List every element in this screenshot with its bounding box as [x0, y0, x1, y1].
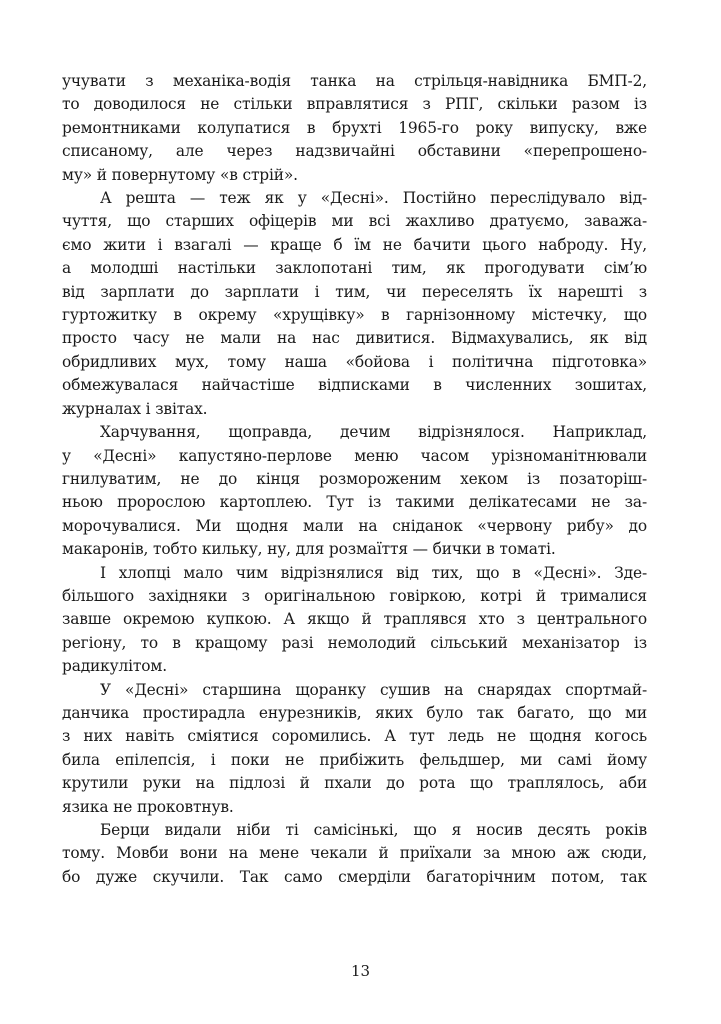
- text-line: А решта — теж як у «Десні». Постійно переслідувало від-: [100, 189, 647, 208]
- text-line: морочувалися. Ми щодня мали на сніданок «червону рибу» до: [62, 516, 647, 535]
- text-line: била епілепсія, і поки не прибіжить фельдшер, ми самі йому: [62, 750, 647, 769]
- text-line: від зарплати до зарплати і тим, чи переселять їх нарешті з: [62, 282, 647, 301]
- text-line: чуття, що старших офіцерів ми всі жахливо дратуємо, заважа-: [62, 212, 647, 231]
- text-line: обридливих мух, тому наша «бойова і політична підготовка»: [62, 352, 647, 371]
- text-line: у «Десні» капустяно-перлове меню часом урізноманітнювали: [62, 446, 647, 465]
- paragraph: [62, 679, 647, 819]
- text-line: ємо жити і взагалі — краще б їм не бачити цього наброду. Ну,: [62, 235, 647, 254]
- text-line: більшого західняки з оригінальною говіркою, котрі й трималися: [62, 586, 647, 605]
- text-line: то доводилося не стільки вправлятися з РПГ, скільки разом із: [62, 95, 647, 114]
- paragraph: [62, 70, 647, 187]
- text-line: радикулітом.: [62, 657, 167, 676]
- text-line: данчика простирадла енурезників, яких було так багато, що ми: [62, 703, 647, 722]
- text-line: ньою пророслою картоплею. Тут із такими делікатесами не за-: [62, 493, 647, 512]
- text-line: просто часу не мали на нас дивитися. Відмахувались, як від: [62, 329, 647, 348]
- text-line: макаронів, тобто кильку, ну, для розмаїття — бички в томаті.: [62, 540, 556, 559]
- text-line: тому. Мовби вони на мене чекали й приїхали за мною аж сюди,: [62, 844, 647, 863]
- paragraph: [62, 421, 647, 561]
- text-line: учувати з механіка-водія танка на стрільця-навідника БМП-2,: [62, 72, 647, 90]
- page-number: 13: [350, 962, 371, 980]
- text-line: гнилуватим, не до кінця розмороженим хеком із позаторіш-: [62, 469, 647, 488]
- text-line: гуртожитку в окрему «хрущівку» в гарнізонному містечку, що: [62, 306, 647, 325]
- text-line: обмежувалася найчастіше відписками в численних зошитах,: [62, 376, 647, 395]
- paragraph: [62, 819, 647, 889]
- paragraph: [62, 187, 647, 421]
- text-line: з них навіть сміятися соромились. А тут ледь не щодня когось: [62, 727, 647, 746]
- text-line: регіону, то в кращому разі немолодий сільський механізатор із: [62, 633, 647, 652]
- text-line: завше окремою купкою. А якщо й траплявся хто з центрального: [62, 610, 647, 629]
- text-line: крутили руки на підлозі й пхали до рота що траплялось, аби: [62, 774, 647, 793]
- body-text: [62, 70, 647, 889]
- text-line: списаному, але через надзвичайні обставини «перепрошено-: [62, 142, 647, 161]
- text-line: ремонтниками колупатися в брухті 1965-го року випуску, вже: [62, 118, 647, 137]
- text-line: а молодші настільки заклопотані тим, як прогодувати сім’ю: [62, 259, 647, 278]
- paragraph: [62, 562, 647, 679]
- text-line: Берци видали ніби ті самісінькі, що я носив десять років: [100, 821, 647, 839]
- text-line: му» й повернутому «в стрій».: [62, 165, 298, 184]
- text-line: журналах і звітах.: [62, 399, 208, 418]
- text-line: язика не проковтнув.: [62, 797, 234, 816]
- text-line: І хлопці мало чим відрізнялися від тих, що в «Десні». Зде-: [100, 563, 647, 582]
- text-line: У «Десні» старшина щоранку сушив на снарядах спортмай-: [100, 680, 647, 699]
- text-line: Харчування, щоправда, дечим відрізнялося. Наприклад,: [100, 423, 647, 442]
- text-line: бо дуже скучили. Так само смерділи багаторічним потом, так: [62, 867, 647, 886]
